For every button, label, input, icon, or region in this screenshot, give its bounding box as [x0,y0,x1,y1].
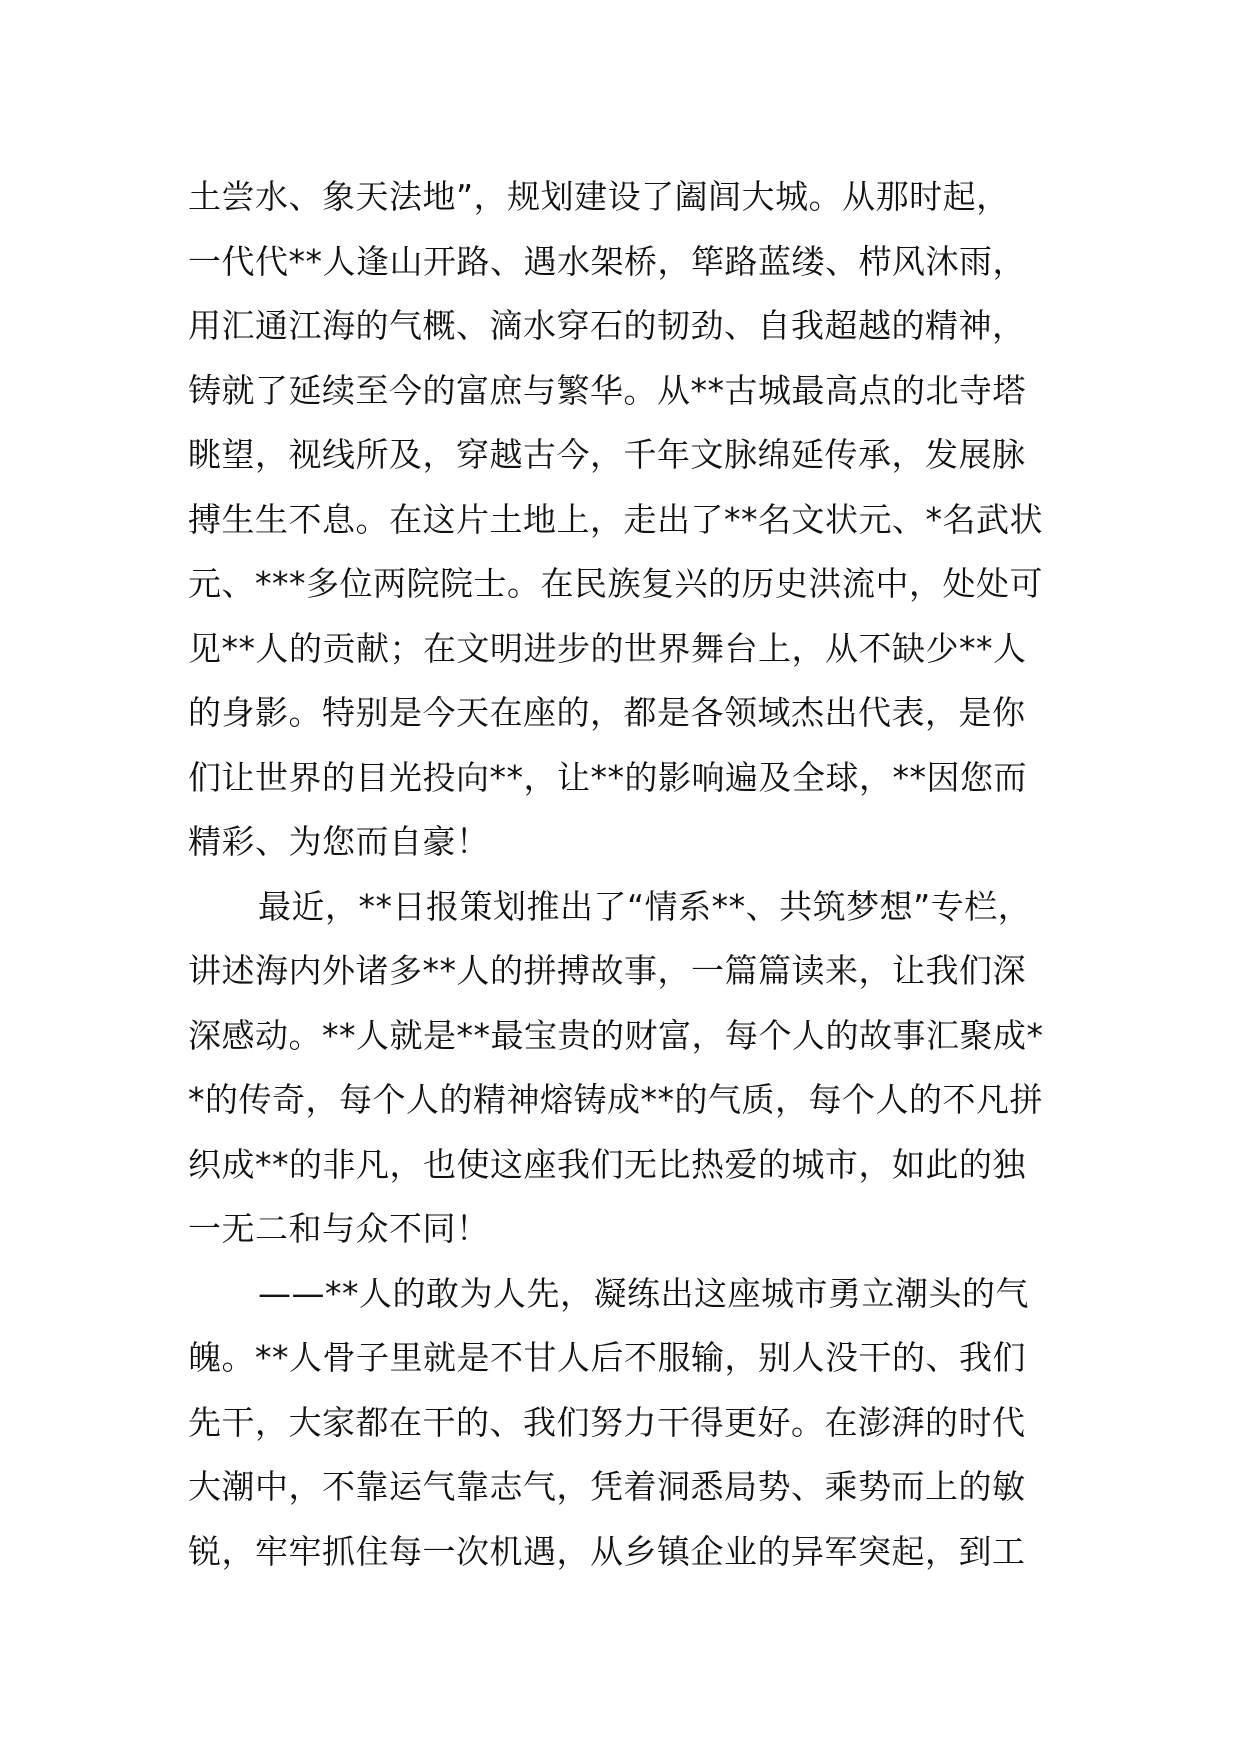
text-line: 大潮中，不靠运气靠志气，凭着洞悉局势、乘势而上的敏 [188,1467,1026,1506]
text-line: 深感动。**人就是**最宝贵的财富，每个人的故事汇聚成* [188,1015,1044,1055]
text-line: 锐，牢牢抓住每一次机遇，从乡镇企业的异军突起，到工 [188,1531,1026,1571]
text-line: 元、***多位两院院士。在民族复兴的历史洪流中，处处可 [188,564,1043,603]
text-line: 魄。**人骨子里就是不甘人后不服输，别人没干的、我们 [188,1338,1026,1377]
paragraph-start-line: ——**人的敢为人先，凝练出这座城市勇立潮头的气 [258,1273,1029,1313]
paragraph-start-line: 最近，**日报策划推出了“情系**、共筑梦想”专栏， [258,886,1032,926]
text-line: 土尝水、象天法地”，规划建设了阖闾大城。从那时起， [188,177,1010,216]
text-line: 的身影。特别是今天在座的，都是各领域杰出代表，是你 [188,693,1026,732]
text-line: 搏生生不息。在这片土地上，走出了**名文状元、*名武状 [188,499,1043,539]
text-line: 先干，大家都在干的、我们努力干得更好。在澎湃的时代 [188,1402,1026,1442]
text-line: *的传奇，每个人的精神熔铸成**的气质，每个人的不凡拼 [188,1080,1043,1119]
text-line: 们让世界的目光投向**，让**的影响遍及全球，**因您而 [188,757,1027,797]
text-line: 讲述海内外诸多**人的拼搏故事，一篇篇读来，让我们深 [188,951,1026,990]
text-line: 铸就了延续至今的富庶与繁华。从**古城最高点的北寺塔 [188,370,1026,410]
text-line: 用汇通江海的气概、滴水穿石的韧劲、自我超越的精神， [188,306,1026,345]
text-line: 见**人的贡献；在文明进步的世界舞台上，从不缺少**人 [188,628,1027,668]
text-line: 精彩、为您而自豪！ [188,822,490,861]
body-text [188,165,1088,1584]
text-line: 一无二和与众不同！ [188,1209,490,1248]
text-line: 一代代**人逢山开路、遇水架桥，筚路蓝缕、栉风沐雨， [188,241,1026,281]
text-line: 眺望，视线所及，穿越古今，千年文脉绵延传承，发展脉 [188,435,1026,474]
text-line: 织成**的非凡，也使这座我们无比热爱的城市，如此的独 [188,1144,1026,1184]
